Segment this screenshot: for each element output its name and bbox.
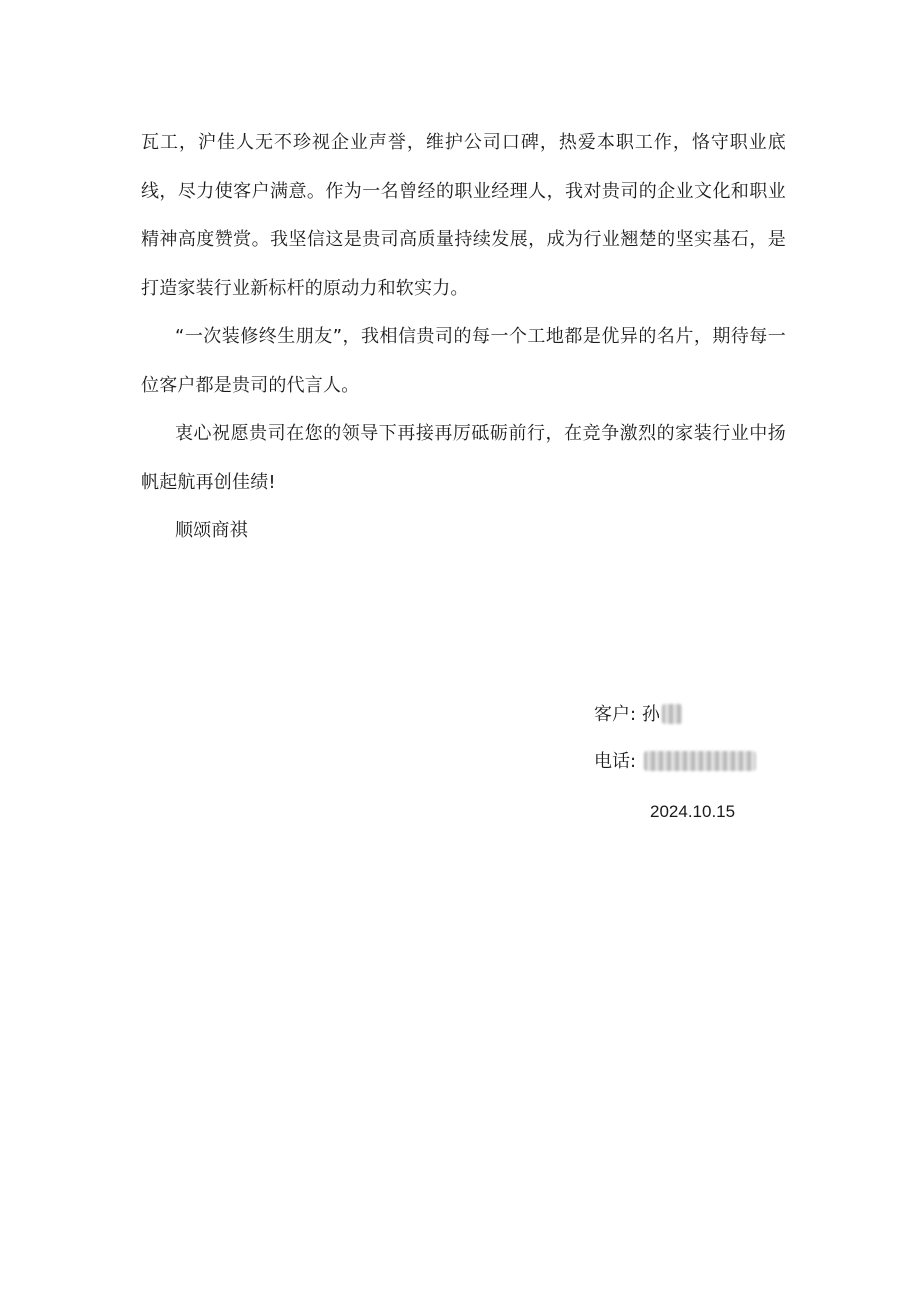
letter-date: 2024.10.15 (650, 802, 736, 821)
letter-paragraph-3: 衷心祝愿贵司在您的领导下再接再厉砥砺前行，在竞争激烈的家装行业中扬帆起航再创佳绩! (141, 423, 786, 493)
customer-name: 孙 (641, 704, 660, 725)
letter-paragraph-2: “一次装修终生朋友”，我相信贵司的每一个工地都是优异的名片，期待每一位客户都是贵司的代言人。 (141, 326, 786, 396)
closing-salutation: 顺颂商祺 (175, 520, 248, 541)
phone-line (594, 750, 756, 774)
letter-paragraph-1: 瓦工，沪佳人无不珍视企业声誉，维护公司口碑，热爱本职工作，恪守职业底线，尽力使客户满意。作为一名曾经的职业经理人，我对贵司的企业文化和职业精神高度赞赏。我坚信这是贵司高质量持续发展，成为行业翘楚的坚实基石，是打造家装行业新标杆的原动力和软实力。 (141, 132, 786, 299)
redacted-name-block (662, 704, 682, 724)
customer-label: 客户: (594, 704, 637, 725)
redacted-phone-block (644, 751, 756, 771)
phone-label: 电话: (594, 751, 637, 772)
customer-line (594, 703, 682, 727)
letter-body (141, 119, 786, 556)
